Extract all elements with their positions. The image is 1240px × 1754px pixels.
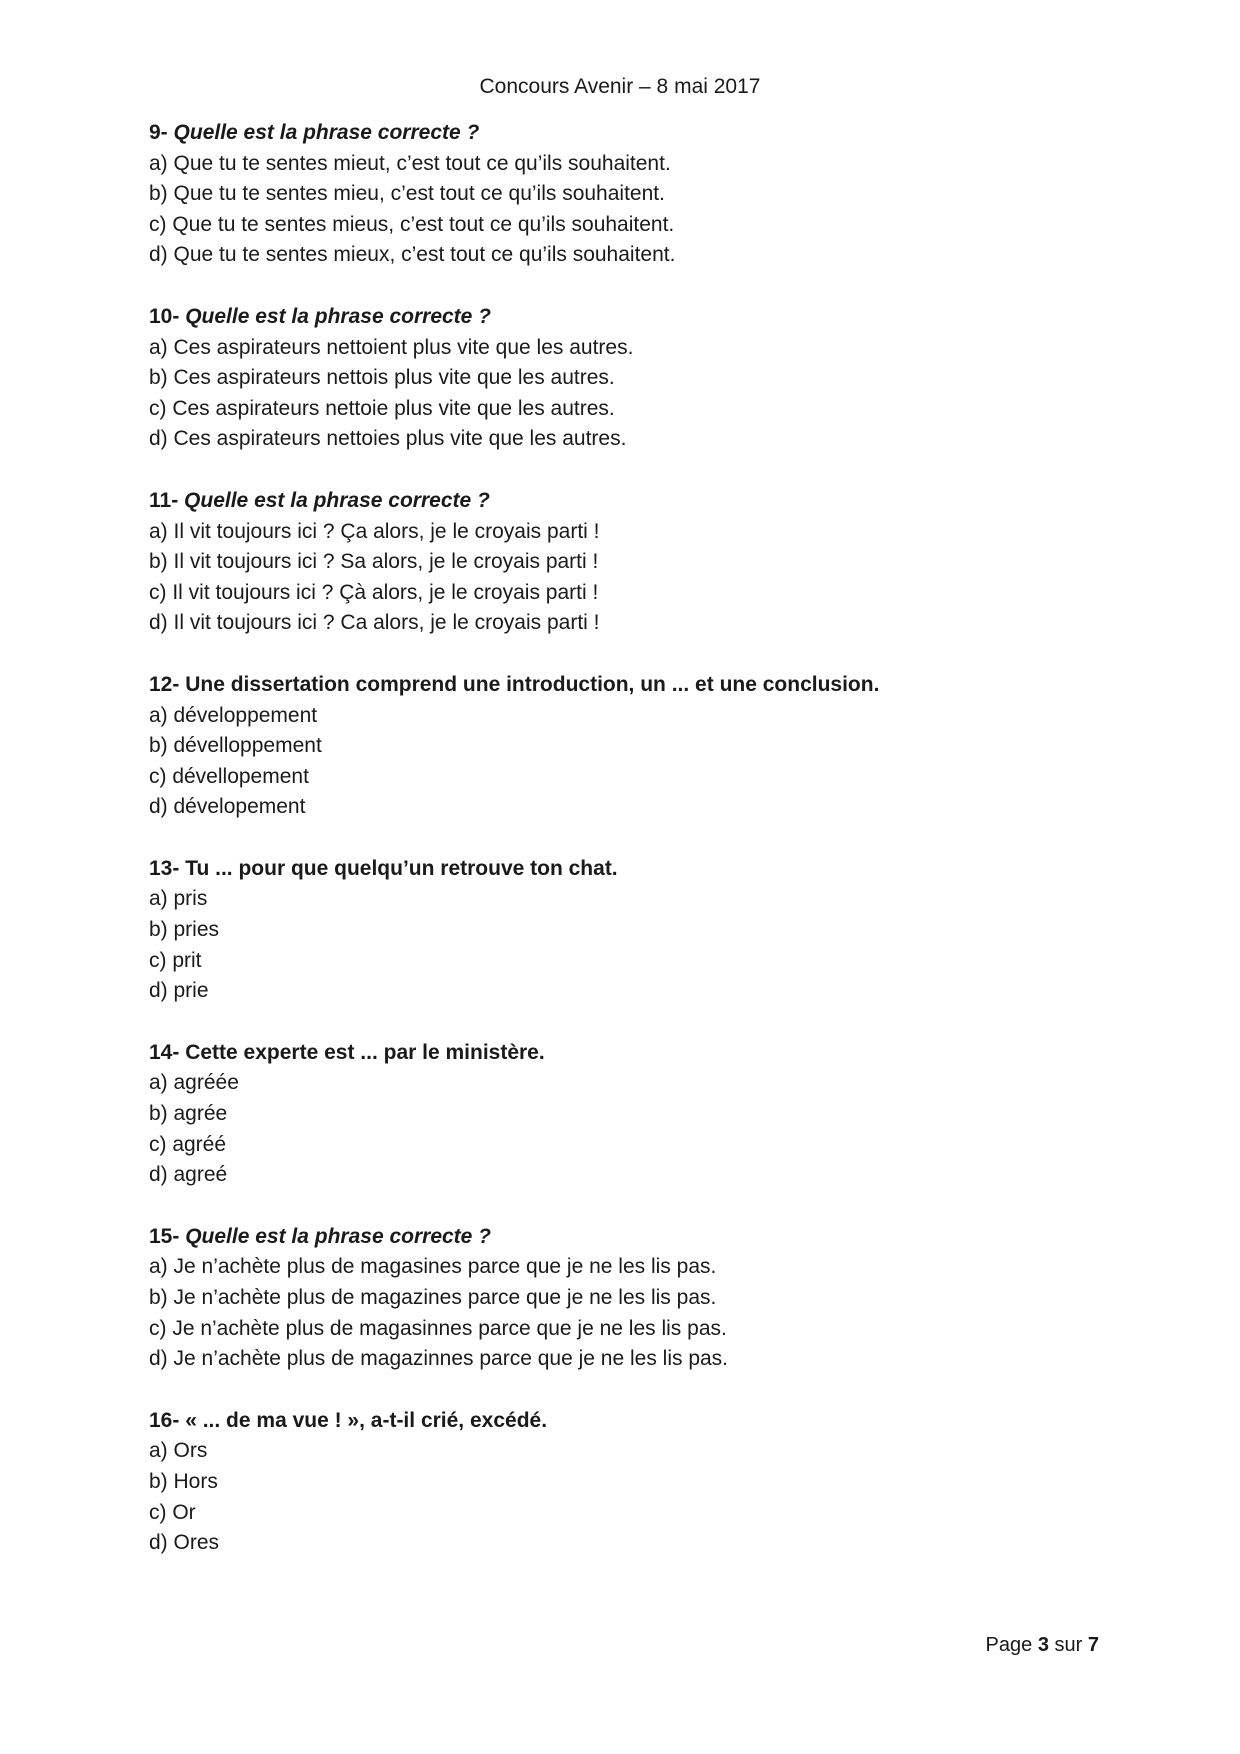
- question-prompt: Quelle est la phrase correcte ?: [184, 488, 490, 512]
- question-heading: [149, 486, 1109, 517]
- answer-option: b) Je n’achète plus de magazines parce que je ne les lis pas.: [149, 1286, 717, 1309]
- answer-option: c) Que tu te sentes mieus, c’est tout ce qu’ils souhaitent.: [149, 212, 675, 236]
- question-number: 14-: [149, 1040, 180, 1064]
- answer-option: d) Ores: [149, 1531, 220, 1555]
- answer-option: b) Il vit toujours ici ? Sa alors, je le croyais parti !: [149, 550, 599, 574]
- answer-option: b) Que tu te sentes mieu, c’est tout ce qu’ils souhaitent.: [149, 182, 665, 206]
- page-label: Page: [985, 1634, 1033, 1656]
- question-heading: [149, 1038, 1109, 1069]
- answer-option: a) Que tu te sentes mieut, c’est tout ce qu’ils souhaitent.: [149, 151, 671, 175]
- page-total: 7: [1087, 1634, 1099, 1656]
- question-list: [149, 118, 1109, 1590]
- question-heading: [149, 118, 1109, 149]
- answer-option: c) Ces aspirateurs nettoie plus vite que les autres.: [149, 396, 615, 420]
- answer-option: b) Hors: [149, 1469, 218, 1493]
- answer-option: b) Ces aspirateurs nettois plus vite que les autres.: [149, 366, 615, 390]
- answer-option: c) Or: [149, 1500, 196, 1524]
- answer-option: c) agréé: [149, 1132, 227, 1156]
- answer-option: d) Il vit toujours ici ? Ca alors, je le croyais parti !: [149, 611, 600, 635]
- question-prompt: Tu ... pour que quelqu’un retrouve ton chat.: [185, 856, 618, 880]
- page-current: 3: [1037, 1634, 1049, 1656]
- question-number: 16-: [149, 1408, 180, 1432]
- page-separator: sur: [1054, 1634, 1083, 1656]
- answer-option: d) dévelopement: [149, 795, 306, 819]
- answer-option: a) Ces aspirateurs nettoient plus vite que les autres.: [149, 335, 634, 359]
- question-prompt: Une dissertation comprend une introduction, un ... et une conclusion.: [185, 672, 880, 696]
- answer-option: c) Je n’achète plus de magasinnes parce que je ne les lis pas.: [149, 1316, 727, 1340]
- answer-option: b) dévelloppement: [149, 734, 322, 758]
- question-prompt: « ... de ma vue ! », a-t-il crié, excédé.: [185, 1408, 548, 1432]
- question-block: [149, 302, 1109, 455]
- question-block: [149, 486, 1109, 639]
- answer-option: a) Je n’achète plus de magasines parce que je ne les lis pas.: [149, 1255, 717, 1279]
- question-number: 15-: [149, 1224, 180, 1248]
- question-block: [149, 1406, 1109, 1559]
- page-header: Concours Avenir – 8 mai 2017: [479, 75, 761, 98]
- question-number: 9-: [149, 121, 168, 144]
- question-block: [149, 670, 1109, 823]
- answer-option: d) Je n’achète plus de magazinnes parce que je ne les lis pas.: [149, 1347, 729, 1371]
- question-heading: [149, 1406, 1109, 1437]
- question-number: 11-: [149, 488, 179, 512]
- question-number: 13-: [149, 856, 180, 880]
- answer-option: a) Il vit toujours ici ? Ça alors, je le croyais parti !: [149, 519, 600, 543]
- question-heading: [149, 1222, 1109, 1253]
- answer-option: d) prie: [149, 979, 209, 1003]
- answer-option: a) agréée: [149, 1071, 239, 1095]
- answer-option: b) agrée: [149, 1102, 228, 1126]
- question-block: [149, 854, 1109, 1007]
- page-footer: [986, 1632, 1099, 1658]
- question-prompt: Quelle est la phrase correcte ?: [185, 304, 492, 328]
- answer-option: d) agreé: [149, 1163, 228, 1187]
- answer-option: b) pries: [149, 918, 220, 942]
- answer-option: a) développement: [149, 703, 318, 727]
- question-prompt: Quelle est la phrase correcte ?: [173, 121, 480, 144]
- question-block: [149, 1038, 1109, 1191]
- question-block: [149, 118, 1109, 271]
- answer-option: a) pris: [149, 887, 208, 911]
- answer-option: a) Ors: [149, 1439, 208, 1463]
- question-prompt: Quelle est la phrase correcte ?: [185, 1224, 492, 1248]
- question-number: 10-: [149, 304, 180, 328]
- question-number: 12-: [149, 672, 180, 696]
- answer-option: d) Que tu te sentes mieux, c’est tout ce qu’ils souhaitent.: [149, 243, 676, 267]
- answer-option: c) dévellopement: [149, 764, 309, 788]
- question-heading: [149, 302, 1109, 333]
- question-heading: [149, 670, 1109, 701]
- answer-option: d) Ces aspirateurs nettoies plus vite que les autres.: [149, 427, 627, 451]
- question-prompt: Cette experte est ... par le ministère.: [185, 1040, 545, 1064]
- answer-option: c) prit: [149, 948, 202, 972]
- question-block: [149, 1222, 1109, 1375]
- question-heading: [149, 854, 1109, 885]
- answer-option: c) Il vit toujours ici ? Çà alors, je le croyais parti !: [149, 580, 599, 604]
